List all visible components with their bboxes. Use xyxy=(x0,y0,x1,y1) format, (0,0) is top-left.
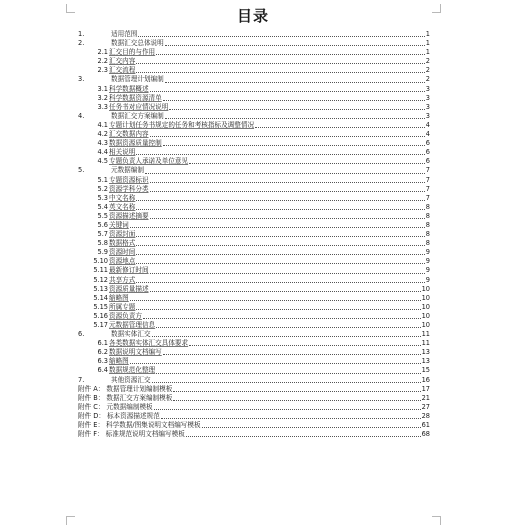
toc-entry-title[interactable]: 专题计划任务书规定的任务和考核指标及调整情况 xyxy=(109,120,255,129)
toc-entry-page: 61 xyxy=(421,421,430,430)
toc-dot-leader xyxy=(163,144,425,146)
toc-entry[interactable] xyxy=(78,294,430,303)
toc-entry-title[interactable]: 数据实体汇交 xyxy=(111,330,151,339)
toc-dot-leader xyxy=(136,262,424,264)
toc-entry-page: 8 xyxy=(425,202,430,211)
toc-dot-leader xyxy=(143,317,421,319)
toc-entry[interactable] xyxy=(78,385,430,394)
toc-entry-title[interactable]: 资源封面 xyxy=(109,230,136,239)
toc-entry-page: 11 xyxy=(421,330,430,339)
toc-entry-page: 2 xyxy=(425,57,430,66)
toc-entry-page: 7 xyxy=(425,175,430,184)
toc-entry-title[interactable]: 最新修订时间 xyxy=(109,266,149,275)
toc-entry-page: 6 xyxy=(425,139,430,148)
toc-dot-leader xyxy=(161,417,421,419)
toc-entry[interactable] xyxy=(78,212,430,221)
toc-entry-title[interactable]: 汇交数据内容 xyxy=(109,130,149,139)
toc-entry[interactable] xyxy=(78,75,430,84)
toc-entry[interactable] xyxy=(78,303,430,312)
toc-entry-page: 11 xyxy=(421,339,430,348)
toc-entry-number: 5. xyxy=(78,166,85,175)
toc-entry-title[interactable]: 资源时间 xyxy=(109,248,136,257)
toc-dot-leader xyxy=(138,35,424,37)
table-of-contents xyxy=(78,30,430,439)
toc-entry-page: 8 xyxy=(425,220,430,229)
toc-entry-number: 3.3 xyxy=(97,102,108,111)
toc-dot-leader xyxy=(150,190,425,192)
toc-dot-leader xyxy=(130,299,421,301)
toc-dot-leader xyxy=(165,44,425,46)
toc-entry-title[interactable]: 专题资源标识 xyxy=(109,175,149,184)
toc-entry[interactable] xyxy=(78,203,430,212)
toc-entry-title[interactable]: 专题负责人承诺及单位意见 xyxy=(109,157,189,166)
toc-entry-number: 5.12 xyxy=(93,275,108,284)
toc-entry[interactable] xyxy=(78,194,430,203)
toc-entry-number: 5.6 xyxy=(97,220,108,229)
toc-entry-title[interactable]: 科学数据资源清单 xyxy=(109,93,162,102)
toc-entry[interactable] xyxy=(78,276,430,285)
toc-entry[interactable] xyxy=(78,285,430,294)
toc-entry-title[interactable]: 其他资源汇交 xyxy=(111,375,151,384)
toc-entry-page: 9 xyxy=(425,257,430,266)
toc-dot-leader xyxy=(130,362,421,364)
toc-entry[interactable] xyxy=(78,30,430,39)
toc-entry-page: 10 xyxy=(421,302,430,311)
toc-entry[interactable] xyxy=(78,348,430,357)
toc-entry-title[interactable]: 缩略图 xyxy=(109,293,129,302)
toc-entry-title[interactable]: 资源负责方 xyxy=(109,311,142,320)
toc-dot-leader xyxy=(145,172,425,174)
toc-entry-title[interactable]: 所属专题 xyxy=(109,302,136,311)
toc-entry-title[interactable]: 英文名称 xyxy=(109,202,136,211)
toc-entry-page: 3 xyxy=(425,93,430,102)
toc-entry-page: 4 xyxy=(425,130,430,139)
toc-dot-leader xyxy=(136,208,424,210)
toc-entry[interactable] xyxy=(78,321,430,330)
toc-entry-number: 6. xyxy=(78,330,85,339)
toc-entry[interactable] xyxy=(78,121,430,130)
toc-entry-title[interactable]: 标本资源描述规范 xyxy=(106,411,160,420)
toc-dot-leader xyxy=(136,253,424,255)
toc-entry[interactable] xyxy=(78,266,430,275)
toc-entry-page: 17 xyxy=(421,384,430,393)
page-corner-mark xyxy=(432,516,441,525)
toc-entry-number: 3.2 xyxy=(97,93,108,102)
toc-entry-page: 16 xyxy=(421,375,430,384)
toc-entry-page: 10 xyxy=(421,311,430,320)
toc-entry-page: 15 xyxy=(421,366,430,375)
toc-entry-title[interactable]: 汇交目的与作用 xyxy=(109,48,156,57)
toc-dot-leader xyxy=(169,108,424,110)
toc-entry-title[interactable]: 元数据管理信息 xyxy=(109,321,156,329)
toc-dot-leader xyxy=(156,326,420,328)
toc-entry-number: 5.11 xyxy=(93,266,108,275)
toc-entry-page: 2 xyxy=(425,75,430,84)
toc-entry[interactable] xyxy=(78,176,430,185)
toc-entry-number: 7. xyxy=(78,375,85,384)
toc-dot-leader xyxy=(136,62,424,64)
toc-dot-leader xyxy=(150,290,421,292)
toc-entry-number: 4.3 xyxy=(97,139,108,148)
toc-entry-page: 6 xyxy=(425,157,430,166)
toc-entry[interactable] xyxy=(78,430,430,439)
toc-entry-number: 5.16 xyxy=(93,311,108,320)
toc-entry-title[interactable]: 数据管理计划编制模板 xyxy=(106,384,173,393)
toc-entry-number: 附件 E： xyxy=(78,421,105,430)
toc-entry[interactable] xyxy=(78,94,430,103)
toc-entry-page: 1 xyxy=(425,30,430,38)
toc-entry-page: 3 xyxy=(425,102,430,111)
toc-entry[interactable] xyxy=(78,39,430,48)
toc-entry-number: 4.5 xyxy=(97,157,108,166)
toc-entry[interactable] xyxy=(78,230,430,239)
toc-entry-title[interactable]: 任务书对应情况说明 xyxy=(109,102,169,111)
toc-entry[interactable] xyxy=(78,239,430,248)
toc-dot-leader xyxy=(150,90,425,92)
toc-dot-leader xyxy=(152,335,421,337)
toc-entry-title[interactable]: 科学数据概述 xyxy=(109,84,149,93)
toc-dot-leader xyxy=(150,181,425,183)
toc-entry-number: 附件 D： xyxy=(78,411,105,420)
toc-entry-title[interactable]: 汇交流程 xyxy=(109,66,136,75)
toc-entry-page: 6 xyxy=(425,148,430,157)
toc-entry-title[interactable]: 资源地点 xyxy=(109,257,136,266)
toc-entry-number: 4.2 xyxy=(97,130,108,139)
toc-entry[interactable] xyxy=(78,57,430,66)
toc-dot-leader xyxy=(156,53,425,55)
toc-entry[interactable] xyxy=(78,403,430,412)
toc-entry-number: 6.4 xyxy=(97,366,108,375)
toc-dot-leader xyxy=(186,435,421,437)
toc-entry-number: 1. xyxy=(78,30,85,38)
toc-entry[interactable] xyxy=(78,130,430,139)
toc-entry-title[interactable]: 资源描述摘要 xyxy=(109,211,149,220)
toc-entry[interactable] xyxy=(78,248,430,257)
toc-entry-page: 4 xyxy=(425,120,430,129)
toc-entry-title[interactable]: 数据汇交方案编制 xyxy=(111,111,164,120)
toc-entry[interactable] xyxy=(78,103,430,112)
toc-entry[interactable] xyxy=(78,221,430,230)
toc-entry[interactable] xyxy=(78,166,430,175)
toc-entry[interactable] xyxy=(78,376,430,385)
toc-entry-title[interactable]: 数据资源质量控制 xyxy=(109,139,162,148)
toc-entry-title[interactable]: 标准规范说明文档编写模板 xyxy=(105,430,185,439)
toc-entry-title[interactable]: 共享方式 xyxy=(109,275,136,284)
toc-entry-number: 5.2 xyxy=(97,184,108,193)
toc-entry-title[interactable]: 元数据编制模板 xyxy=(106,402,153,411)
toc-entry-number: 5.14 xyxy=(93,293,108,302)
toc-dot-leader xyxy=(152,381,421,383)
toc-entry-title[interactable]: 关键词 xyxy=(109,220,129,229)
toc-entry-number: 4. xyxy=(78,111,85,120)
toc-entry[interactable] xyxy=(78,412,430,421)
toc-entry-title[interactable]: 数据规范化整理 xyxy=(109,366,156,375)
toc-entry-number: 5.7 xyxy=(97,230,108,239)
toc-entry-page: 13 xyxy=(421,357,430,366)
toc-entry-number: 5.5 xyxy=(97,211,108,220)
toc-entry-title[interactable]: 数据说明文档编写 xyxy=(109,348,162,357)
toc-entry-title[interactable]: 缩略图 xyxy=(109,357,129,366)
toc-entry-number: 6.1 xyxy=(97,339,108,348)
toc-dot-leader xyxy=(136,235,424,237)
toc-entry-number: 附件 B： xyxy=(78,393,105,402)
toc-entry[interactable] xyxy=(78,339,430,348)
toc-dot-leader xyxy=(136,153,424,155)
toc-entry-title[interactable]: 数据管理计划编制 xyxy=(111,75,164,84)
toc-entry-number: 附件 C： xyxy=(78,402,105,411)
toc-entry[interactable] xyxy=(78,312,430,321)
toc-entry-page: 7 xyxy=(425,193,430,202)
toc-dot-leader xyxy=(165,81,425,83)
toc-entry-number: 5.15 xyxy=(93,302,108,311)
toc-entry-number: 6.3 xyxy=(97,357,108,366)
toc-entry[interactable] xyxy=(78,366,430,375)
toc-entry[interactable] xyxy=(78,394,430,403)
toc-entry[interactable] xyxy=(78,48,430,57)
toc-entry-title[interactable]: 数据汇交总体说明 xyxy=(111,39,164,48)
toc-entry[interactable] xyxy=(78,185,430,194)
toc-entry-page: 2 xyxy=(425,66,430,75)
toc-entry[interactable] xyxy=(78,148,430,157)
toc-entry-page: 1 xyxy=(425,39,430,48)
toc-entry-number: 5.13 xyxy=(93,284,108,293)
toc-entry-number: 5.10 xyxy=(93,257,108,266)
toc-entry-number: 2.1 xyxy=(97,48,108,57)
toc-entry-number: 3. xyxy=(78,75,85,84)
toc-entry-page: 10 xyxy=(421,284,430,293)
toc-entry-title[interactable]: 资源质量描述 xyxy=(109,284,149,293)
toc-dot-leader xyxy=(156,372,420,374)
toc-entry-number: 4.1 xyxy=(97,120,108,129)
page-corner-mark xyxy=(66,516,75,525)
toc-entry-number: 2. xyxy=(78,39,85,48)
toc-dot-leader xyxy=(255,126,425,128)
toc-dot-leader xyxy=(136,199,424,201)
toc-entry-page: 3 xyxy=(425,84,430,93)
toc-entry-title[interactable]: 中文名称 xyxy=(109,193,136,202)
toc-dot-leader xyxy=(163,353,421,355)
toc-entry-number: 5.4 xyxy=(97,202,108,211)
toc-entry-page: 27 xyxy=(421,402,430,411)
toc-dot-leader xyxy=(189,162,425,164)
toc-dot-leader xyxy=(154,408,421,410)
toc-entry[interactable] xyxy=(78,112,430,121)
toc-entry-page: 8 xyxy=(425,239,430,248)
toc-entry-page: 9 xyxy=(425,266,430,275)
toc-entry-page: 10 xyxy=(421,293,430,302)
toc-entry-page: 3 xyxy=(425,111,430,120)
toc-entry-page: 7 xyxy=(425,184,430,193)
toc-entry-title[interactable]: 数据汇交方案编制模板 xyxy=(106,393,173,402)
toc-entry[interactable] xyxy=(78,330,430,339)
toc-entry-page: 10 xyxy=(421,321,430,329)
toc-entry-title[interactable]: 科学数据/图集说明文档编写模板 xyxy=(106,421,201,430)
toc-entry-page: 8 xyxy=(425,211,430,220)
toc-entry-title[interactable]: 各类数据实体汇交具体要求 xyxy=(109,339,189,348)
toc-entry[interactable] xyxy=(78,85,430,94)
page-title: 目录 xyxy=(236,7,269,25)
toc-entry-number: 5.8 xyxy=(97,239,108,248)
toc-entry-page: 68 xyxy=(421,430,430,439)
toc-dot-leader xyxy=(173,399,420,401)
toc-entry-number: 附件 F： xyxy=(78,430,104,439)
toc-entry-number: 2.2 xyxy=(97,57,108,66)
toc-dot-leader xyxy=(173,390,420,392)
toc-entry-number: 5.1 xyxy=(97,175,108,184)
toc-entry-title[interactable]: 适用范围 xyxy=(111,30,138,38)
toc-entry-page: 8 xyxy=(425,230,430,239)
toc-dot-leader xyxy=(165,117,425,119)
toc-dot-leader xyxy=(150,217,425,219)
toc-entry-number: 5.3 xyxy=(97,193,108,202)
toc-entry-number: 5.17 xyxy=(93,321,108,329)
toc-entry-page: 28 xyxy=(421,411,430,420)
toc-dot-leader xyxy=(136,71,424,73)
toc-entry-page: 9 xyxy=(425,275,430,284)
toc-dot-leader xyxy=(136,244,424,246)
toc-entry-number: 3.1 xyxy=(97,84,108,93)
toc-entry-page: 13 xyxy=(421,348,430,357)
toc-entry-number: 6.2 xyxy=(97,348,108,357)
toc-entry-title[interactable]: 数据格式 xyxy=(109,239,136,248)
toc-entry-page: 21 xyxy=(421,393,430,402)
toc-entry[interactable] xyxy=(78,139,430,148)
toc-entry[interactable] xyxy=(78,421,430,430)
toc-entry-page: 9 xyxy=(425,248,430,257)
toc-dot-leader xyxy=(136,308,420,310)
toc-entry-title[interactable]: 相关说明 xyxy=(109,148,136,157)
toc-entry-number: 附件 A： xyxy=(78,384,105,393)
toc-dot-leader xyxy=(150,272,425,274)
toc-entry-page: 7 xyxy=(425,166,430,175)
toc-entry-number: 2.3 xyxy=(97,66,108,75)
toc-dot-leader xyxy=(136,281,424,283)
toc-dot-leader xyxy=(163,99,425,101)
toc-dot-leader xyxy=(150,135,425,137)
toc-dot-leader xyxy=(202,426,421,428)
toc-entry-number: 5.9 xyxy=(97,248,108,257)
toc-dot-leader xyxy=(189,344,420,346)
toc-entry-title[interactable]: 元数据编制 xyxy=(111,166,144,175)
toc-dot-leader xyxy=(130,226,425,228)
toc-entry-number: 4.4 xyxy=(97,148,108,157)
toc-entry-title[interactable]: 汇交内容 xyxy=(109,57,136,66)
toc-entry-title[interactable]: 资源学科分类 xyxy=(109,184,149,193)
toc-entry-page: 1 xyxy=(425,48,430,57)
